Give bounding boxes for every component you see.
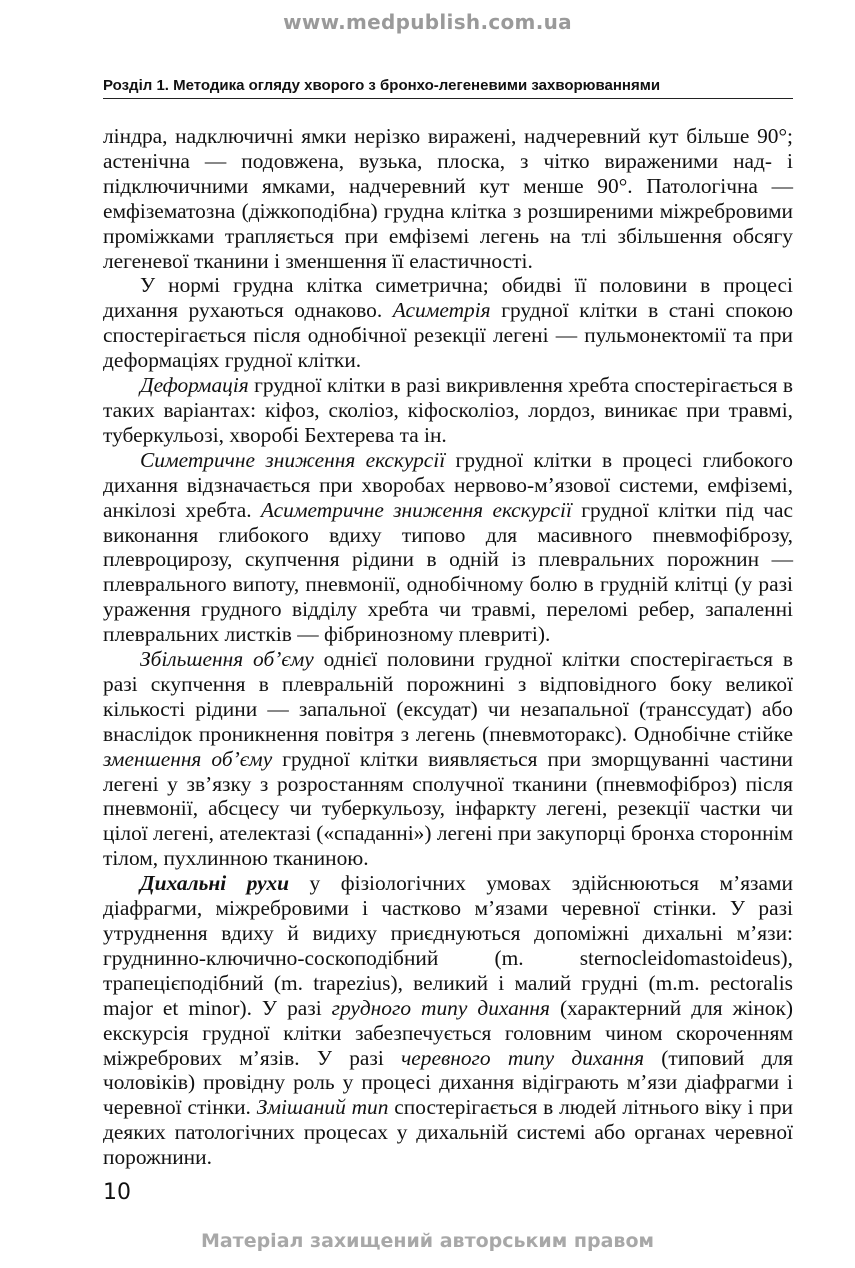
paragraph <box>103 647 793 871</box>
page-number: 10 <box>103 1180 131 1205</box>
emphasized-term: Змішаний тип <box>256 1095 389 1120</box>
paragraph-text: грудної клітки в разі викривлення хребта спостерігається в таких варіантах: кіфоз, сколіоз, кіфосколіоз, лордоз, виникає при травмі, туберкульозі, хворобі Бехтерева та ін. <box>103 373 793 447</box>
emphasized-term: Дихальні рухи <box>140 871 289 896</box>
emphasized-term: Асиметричне зниження екскурсії <box>260 497 572 522</box>
paragraph <box>103 124 793 273</box>
emphasized-term: Асиметрія <box>392 298 491 323</box>
paragraph-text: ліндра, надключичні ямки нерізко виражені, надчеревний кут більше 90°; астенічна — подовжена, вузька, плоска, з чітко вираженими над- і підключичними ямками, надчеревний кут менше 90°. Патологічна — емфізематозна (діжкоподібна) грудна клітка з розширеними міжребровими проміжками трапляється при емфіземі легень на тлі збільшення обсягу легеневої тканини і зменшення її еластичності. <box>103 124 793 273</box>
paragraph <box>103 871 793 1170</box>
website-url: www.medpublish.com.ua <box>283 10 572 34</box>
copyright-notice: Матеріал захищений авторським правом <box>200 1230 655 1252</box>
paragraph <box>103 448 793 647</box>
emphasized-term: зменшення об’єму <box>103 746 273 771</box>
paragraph-text: грудної клітки виявляється при зморщуванні частини легені у зв’язку з розростанням сполучної тканини (пневмофіброз) після пневмонії, абсцесу чи туберкульозу, інфаркту легені, резекції частки чи цілої легені, ателектазі («спаданні») легені при закупорці бронха стороннім тілом, пухлинною тканиною. <box>103 746 793 871</box>
emphasized-term: Симетричне зниження екскурсії <box>140 447 446 472</box>
paragraph-text: грудної клітки в стані спокою спостерігається після однобічної резекції легені — пульмонектомії та при деформаціях грудної клітки. <box>103 298 793 373</box>
emphasized-term: Деформація <box>140 373 249 398</box>
paragraph-text: (типовий для чоловіків) провідну роль у процесі дихання відіграють м’язи діафрагми і черевної стінки. <box>103 1045 793 1120</box>
running-head: Розділ 1. Методика огляду хворого з бронхо-легеневими захворюваннями <box>103 77 661 94</box>
emphasized-term: Збільшення об’єму <box>140 647 314 672</box>
paragraph <box>103 273 793 373</box>
paragraph-text: (характерний для жінок) екскурсія грудної клітки забезпечується головним чином скороченням міжребрових м’язів. У разі <box>103 995 793 1070</box>
emphasized-term: грудного типу дихання <box>331 995 550 1020</box>
body-text <box>103 124 793 1170</box>
paragraph-text: У нормі грудна клітка симетрична; обидві її половини в процесі дихання рухаються однаково. <box>103 273 793 323</box>
paragraph-text: грудної клітки в процесі глибокого дихання відзначається при хворобах нервово-м’язової системи, емфіземі, анкілозі хребта. <box>103 447 793 522</box>
paragraph-text: у фізіологічних умовах здійснюються м’язами діафрагми, міжребровими і частково м’язами черевної стінки. У разі утруднення вдиху й видиху приєднуються допоміжні дихальні м’язи: груднинно-ключично-соскоподібний (m. sternocleidomastoideus), трапецієподібний (m. trapezius), великий і малий грудні (m.m. pectoralis major et minor). У разі <box>103 871 793 1020</box>
emphasized-term: черевного типу дихання <box>401 1045 645 1070</box>
paragraph-text: однієї половини грудної клітки спостерігається в разі скупчення в плевральній порожнині з відповідного боку великої кількості рідини — запальної (ексудат) чи незапальної (транссудат) або внаслідок проникнення повітря з легень (пневмоторакс). Однобічне стійке <box>103 647 793 746</box>
header-rule <box>103 98 793 99</box>
paragraph-text: грудної клітки під час виконання глибокого вдиху типово для масивного пневмофіброзу, плевроцирозу, скупчення рідини в одній із плевральних порожнин — плеврального випоту, пневмонії, однобічному болю в грудній клітці (у разі ураження грудного відділу хребта чи травмі, переломі ребер, запаленні плевральних листків — фібринозному плевриті). <box>103 497 793 647</box>
paragraph-text: спостерігається в людей літнього віку і при деяких патологічних процесах у дихальній системі або органах черевної порожнини. <box>103 1095 794 1170</box>
paragraph <box>103 373 793 448</box>
